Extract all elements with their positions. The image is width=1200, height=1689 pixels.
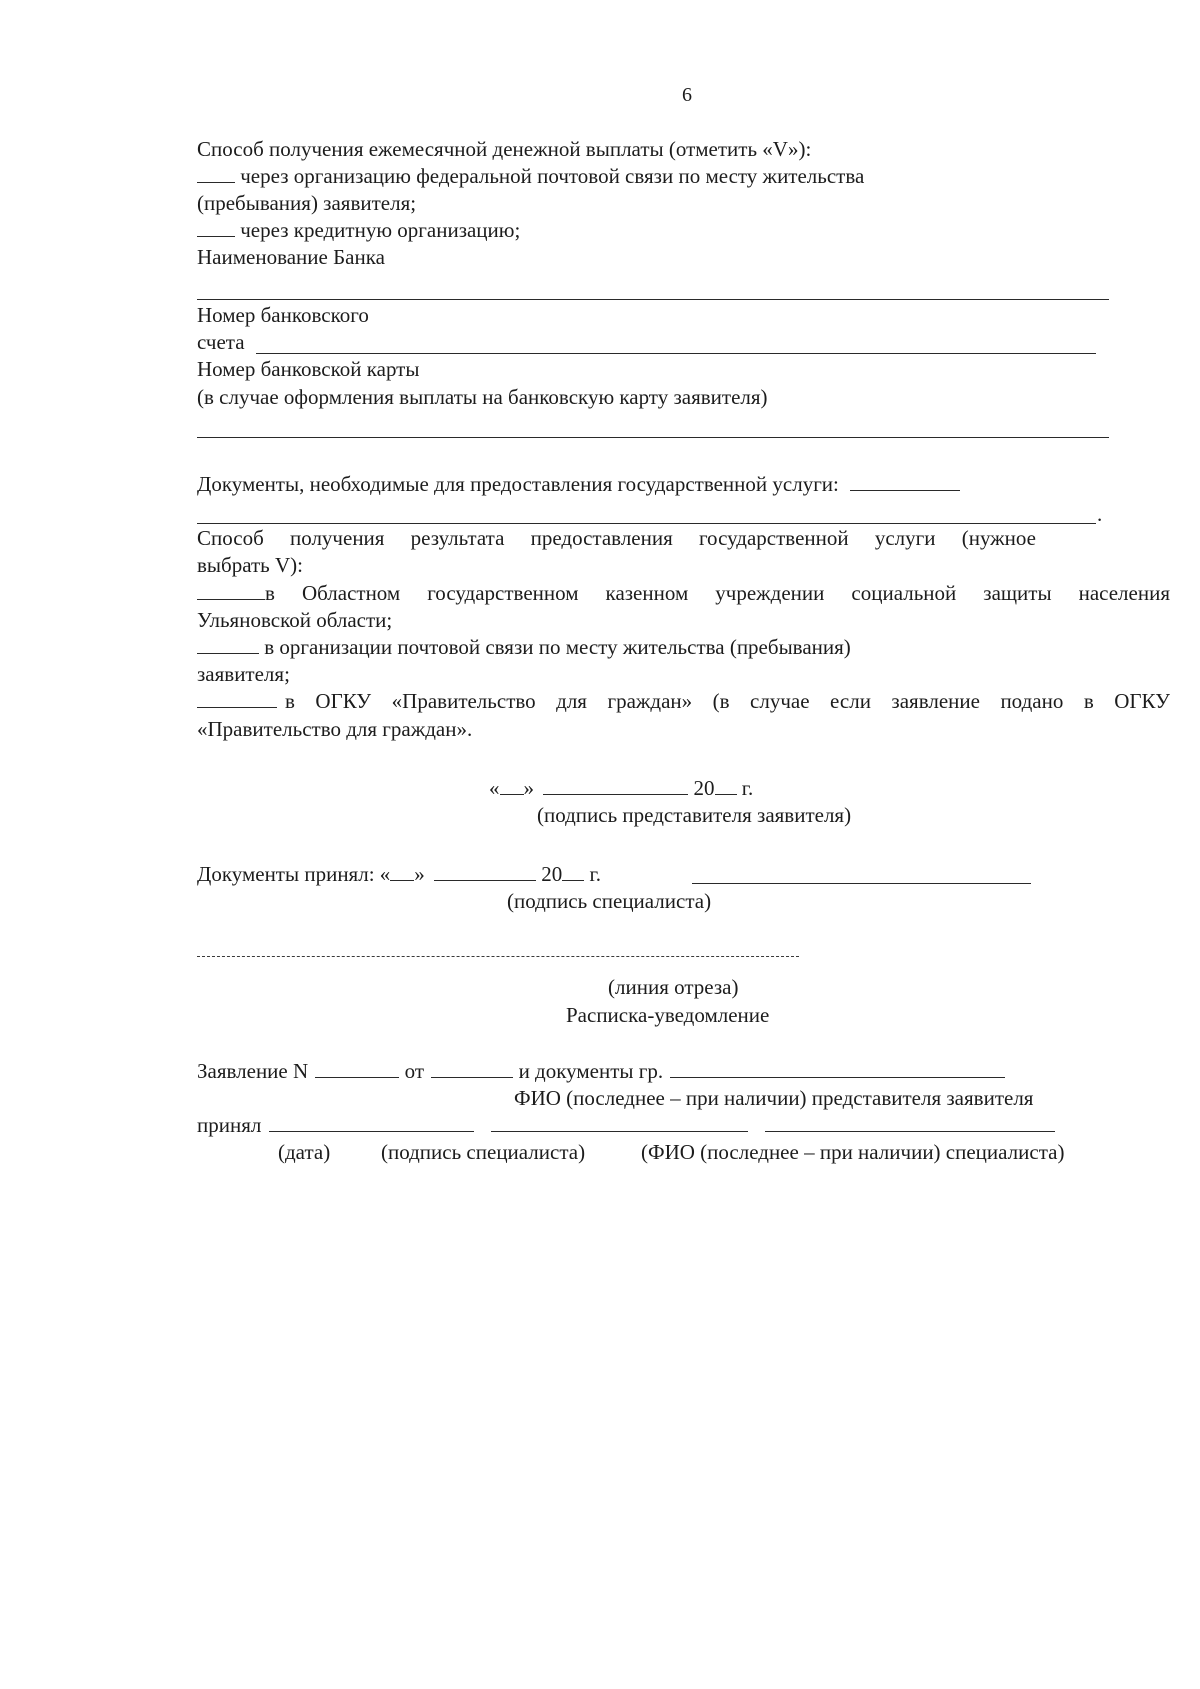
accepted-line [197,861,601,887]
from-label: от [404,1059,425,1083]
receipt-caption-date: (дата) [278,1140,331,1164]
card-label: Номер банковской карты [197,357,420,381]
accepted-month-blank[interactable] [434,863,536,881]
result-option-mfc [197,688,1170,714]
receipt-caption-signature: (подпись специалиста) [381,1140,586,1164]
application-label: Заявление N [197,1059,309,1083]
accepted-year-suffix: г. [589,862,602,886]
accepted-year-blank[interactable] [562,863,584,881]
documents-label-text: Документы, необходимые для предоставления государственной услуги: [197,472,839,496]
receipt-specialist-fio-blank[interactable] [765,1114,1055,1132]
page-number: 6 [682,84,692,106]
account-label-cont: счета [197,330,245,354]
result-option3-text: в ОГКУ «Правительство для граждан» (в случае если заявление подано в ОГКУ [285,689,1170,713]
bank-name-field[interactable] [197,299,1109,300]
signature-year-blank[interactable] [715,777,737,795]
signature-date-line [489,775,753,801]
cut-line [197,956,799,957]
payment-option-post-text: через организацию федеральной почтовой связи по месту жительства [240,164,865,188]
result-option-post [197,634,851,660]
specialist-signature-field[interactable] [692,883,1031,884]
date-quote-close: » [523,776,534,800]
card-note: (в случае оформления выплаты на банковскую карту заявителя) [197,385,768,409]
signature-year-suffix: г. [741,776,754,800]
receipt-signature-blank[interactable] [491,1114,748,1132]
receipt-title: Расписка-уведомление [566,1003,770,1027]
account-number-field[interactable] [256,353,1096,354]
signature-year-prefix: 20 [693,776,715,800]
accepted-label: Документы принял: « [197,862,391,886]
date-quote-open: « [489,776,500,800]
payment-option-bank-text: через кредитную организацию; [240,218,521,242]
receipt-date-blank[interactable] [269,1114,474,1132]
card-number-field[interactable] [197,437,1109,438]
application-date-blank[interactable] [431,1060,513,1078]
payment-option-bank [197,217,520,243]
result-option3-blank[interactable] [197,690,277,708]
documents-end-mark: . [1097,502,1103,526]
receipt-application-line [197,1058,1005,1084]
documents-field-inline[interactable] [850,473,960,491]
documents-label [197,471,960,497]
payment-option-post-cont: (пребывания) заявителя; [197,191,417,215]
accepted-quote-close: » [414,862,425,886]
signature-caption: (подпись представителя заявителя) [537,803,852,827]
result-option2-cont: заявителя; [197,662,290,686]
payment-option-post [197,163,864,189]
payment-heading: Способ получения ежемесячной денежной выплаты (отметить «V»): [197,137,812,161]
signature-month-blank[interactable] [543,777,688,795]
result-option-ogku-usz [197,580,1170,606]
receipt-accepted-label: принял [197,1113,262,1137]
application-number-blank[interactable] [315,1060,399,1078]
result-option2-text: в организации почтовой связи по месту жительства (пребывания) [264,635,851,659]
signature-day-blank[interactable] [500,777,524,795]
post-checkbox-blank[interactable] [197,165,235,183]
accepted-day-blank[interactable] [390,863,414,881]
documents-field[interactable] [197,523,1096,524]
receipt-fio-caption: ФИО (последнее – при наличии) представителя заявителя [514,1086,1034,1110]
result-option1-text: в Областном государственном казенном учреждении социальной защиты населения [265,581,1170,605]
bank-checkbox-blank[interactable] [197,219,235,237]
accepted-year-prefix: 20 [541,862,563,886]
result-heading: Способ получения результата предоставления государственной услуги (нужное [197,526,1036,550]
bank-name-label: Наименование Банка [197,245,385,269]
account-label: Номер банковского [197,303,369,327]
result-option3-cont: «Правительство для граждан». [197,717,473,741]
result-option1-cont: Ульяновской области; [197,608,393,632]
docs-label: и документы гр. [518,1059,664,1083]
receipt-caption-fio: (ФИО (последнее – при наличии) специалиста) [641,1140,1065,1164]
accepted-caption: (подпись специалиста) [507,889,712,913]
cut-line-caption: (линия отреза) [608,975,739,999]
result-option1-blank[interactable] [197,582,265,600]
applicant-fio-blank[interactable] [670,1060,1005,1078]
result-option2-blank[interactable] [197,636,259,654]
receipt-accepted-line [197,1112,1055,1138]
result-heading-cont: выбрать V): [197,553,303,577]
